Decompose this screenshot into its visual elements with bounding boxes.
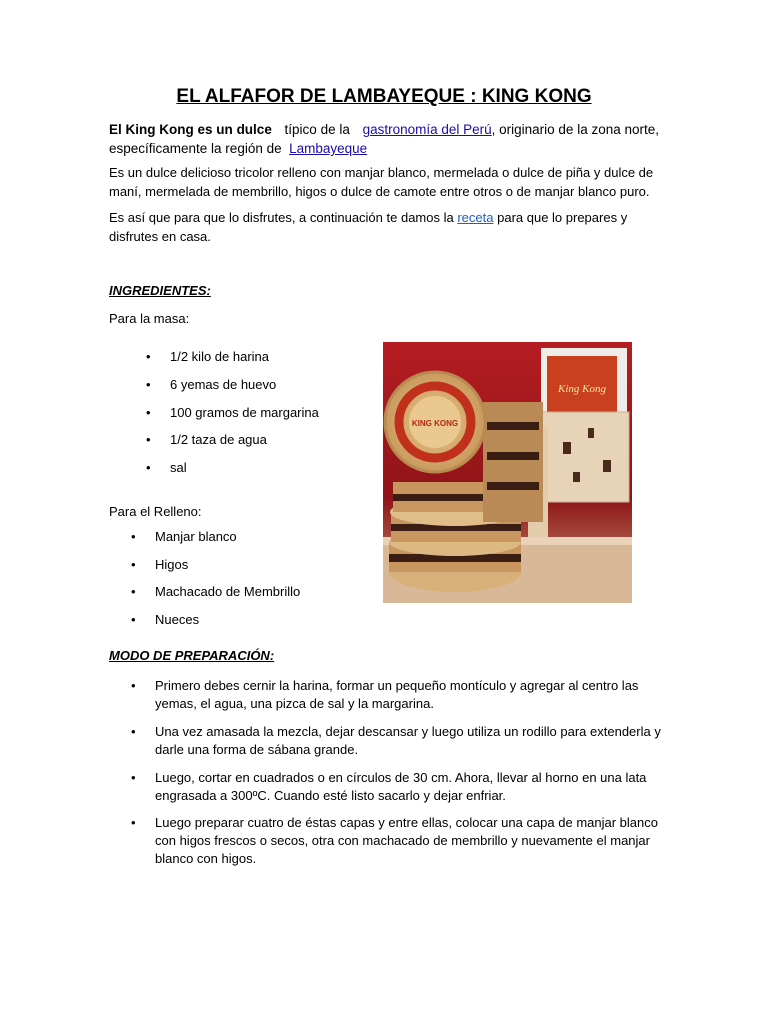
- king-kong-photo: [383, 342, 632, 603]
- intro-line-1: [109, 120, 659, 139]
- bullet: •: [146, 349, 151, 364]
- svg-text:KING KONG: KING KONG: [411, 419, 459, 428]
- bullet: •: [131, 724, 136, 739]
- bullet: •: [131, 612, 136, 627]
- bullet: •: [131, 584, 136, 599]
- bullet: •: [131, 815, 136, 830]
- bullet: •: [131, 529, 136, 544]
- page-title: EL ALFAFOR DE LAMBAYEQUE : KING KONG: [176, 86, 592, 107]
- bullet: •: [131, 678, 136, 693]
- relleno-heading: Para el Relleno:: [109, 504, 202, 519]
- list-item: • Luego, cortar en cuadrados o en círculos de 30 cm. Ahora, llevar al horno en una lata engrasada a 300ºC. Cuando esté listo sacarlo y dejar enfriar.: [131, 770, 647, 803]
- intro-el: El: [109, 122, 122, 137]
- masa-list: [146, 349, 319, 488]
- intro-region-text: específicamente la región de: [109, 141, 282, 156]
- list-item: • Una vez amasada la mezcla, dejar descansar y luego utiliza un rodillo para extenderla y darle una forma de sábana grande.: [131, 724, 661, 757]
- lambayeque-link[interactable]: Lambayeque: [289, 141, 368, 156]
- bullet: •: [131, 557, 136, 572]
- intro-dulce: dulce: [236, 122, 272, 137]
- list-item: • Luego preparar cuatro de éstas capas y entre ellas, colocar una capa de manjar blanco con higos frescos o secos, otra con machacado de membrillo y nuevamente el manjar blanco con higos.: [131, 815, 658, 866]
- recipe-intro-before: Es así que para que lo disfrutes, a continuación te damos la: [109, 210, 454, 225]
- bullet: •: [146, 432, 151, 447]
- list-item: • Machacado de Membrillo: [131, 584, 301, 599]
- list-item: • Higos: [131, 557, 189, 572]
- recipe-intro-after: para que lo prepares y disfrutes en casa.: [109, 210, 628, 244]
- gastronomia-link[interactable]: gastronomía del Perú: [362, 122, 492, 137]
- intro-originario: , originario de la zona norte,: [491, 122, 659, 137]
- prep-heading: MODO DE PREPARACIÓN:: [109, 648, 275, 663]
- masa-heading: Para la masa:: [109, 311, 190, 326]
- steps-list: [131, 677, 665, 874]
- list-item: • 1/2 taza de agua: [146, 432, 267, 447]
- description-paragraph: Es un dulce delicioso tricolor relleno con manjar blanco, mermelada o dulce de piña y dulce de maní, mermelada de membrillo, higos o dulce de camote entre otros o de manjar blanco puro.: [109, 165, 654, 199]
- bullet: •: [146, 460, 151, 475]
- list-item: • Manjar blanco: [131, 529, 237, 544]
- bullet: •: [131, 770, 136, 785]
- list-item: • Nueces: [131, 612, 200, 627]
- svg-text:King Kong: King Kong: [558, 383, 606, 395]
- recipe-intro-paragraph: [109, 208, 629, 246]
- list-item: • 6 yemas de huevo: [146, 377, 277, 392]
- bullet: •: [146, 377, 151, 392]
- intro-king-kong: King Kong: [125, 122, 194, 137]
- list-item: • 100 gramos de margarina: [146, 405, 319, 420]
- list-item: • Primero debes cernir la harina, formar un pequeño montículo y agregar al centro las yemas, el agua, una pizca de sal y la margarina.: [131, 678, 639, 711]
- ingredients-heading: INGREDIENTES:: [109, 283, 211, 298]
- bullet: •: [146, 405, 151, 420]
- list-item: • 1/2 kilo de harina: [146, 349, 270, 364]
- intro-paragraph: [109, 120, 659, 158]
- intro-line-2: [109, 139, 659, 158]
- intro-tipico: típico de la: [284, 122, 350, 137]
- receta-link[interactable]: receta: [457, 210, 494, 225]
- list-item: • sal: [146, 460, 187, 475]
- intro-es-un: es un: [197, 122, 233, 137]
- relleno-list: [131, 529, 301, 640]
